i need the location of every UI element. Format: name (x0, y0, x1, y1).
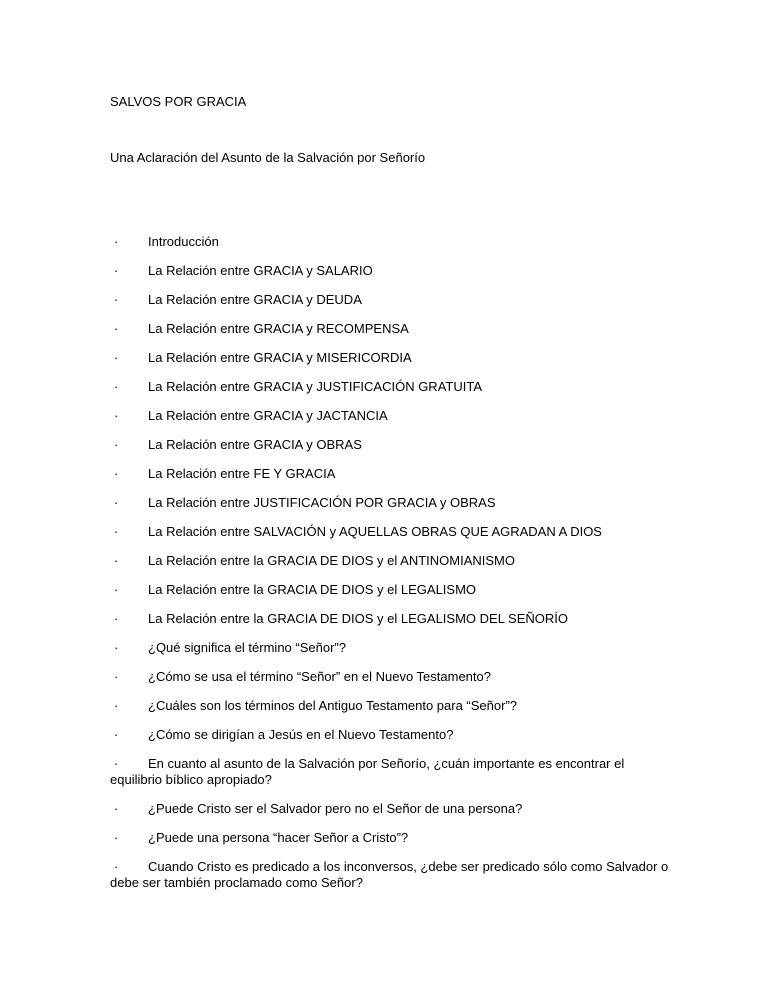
bullet-icon: · (114, 524, 119, 539)
toc-item-text: La Relación entre GRACIA y JACTANCIA (148, 408, 388, 423)
bullet-icon: · (114, 801, 119, 816)
toc-item (110, 640, 670, 656)
toc-item (110, 524, 670, 540)
toc-item (110, 669, 670, 685)
bullet-icon: · (114, 466, 119, 481)
toc-item-text: En cuanto al asunto de la Salvación por Señorío, ¿cuán importante es encontrar el equilibrio bíblico apropiado? (110, 756, 625, 787)
toc-item (110, 698, 670, 714)
toc-item-text: ¿Cómo se dirigían a Jesús en el Nuevo Testamento? (148, 727, 454, 742)
toc-item-text: La Relación entre GRACIA y RECOMPENSA (148, 321, 409, 336)
toc-item (110, 801, 670, 817)
toc-item-text: La Relación entre la GRACIA DE DIOS y el ANTINOMIANISMO (148, 553, 516, 568)
bullet-icon: · (114, 611, 119, 626)
toc-item-text: La Relación entre GRACIA y DEUDA (148, 292, 362, 307)
bullet-icon: · (114, 379, 119, 394)
toc-item (110, 350, 670, 366)
table-of-contents (110, 234, 670, 904)
toc-item (110, 495, 670, 511)
toc-item-text: La Relación entre JUSTIFICACIÓN POR GRACIA y OBRAS (148, 495, 496, 510)
toc-item (110, 321, 670, 337)
bullet-icon: · (114, 756, 119, 771)
toc-item (110, 756, 670, 788)
bullet-icon: · (114, 408, 119, 423)
toc-item-text: Introducción (148, 234, 219, 249)
toc-item (110, 830, 670, 846)
toc-item (110, 466, 670, 482)
toc-item (110, 859, 670, 891)
toc-item (110, 582, 670, 598)
document-subtitle: Una Aclaración del Asunto de la Salvación por Señorío (110, 150, 426, 165)
bullet-icon: · (114, 292, 119, 307)
bullet-icon: · (114, 321, 119, 336)
toc-item-text: ¿Puede una persona “hacer Señor a Cristo”? (148, 830, 409, 845)
toc-item-text: ¿Cuáles son los términos del Antiguo Testamento para “Señor”? (148, 698, 518, 713)
toc-item (110, 234, 670, 250)
bullet-icon: · (114, 582, 119, 597)
bullet-icon: · (114, 437, 119, 452)
toc-item (110, 727, 670, 743)
bullet-icon: · (114, 727, 119, 742)
toc-item-text: ¿Cómo se usa el término “Señor” en el Nuevo Testamento? (148, 669, 491, 684)
toc-item-text: La Relación entre GRACIA y OBRAS (148, 437, 362, 452)
toc-item (110, 263, 670, 279)
bullet-icon: · (114, 263, 119, 278)
toc-item-text: La Relación entre FE Y GRACIA (148, 466, 336, 481)
document-title: SALVOS POR GRACIA (110, 94, 247, 109)
bullet-icon: · (114, 830, 119, 845)
toc-item-text: ¿Puede Cristo ser el Salvador pero no el Señor de una persona? (148, 801, 523, 816)
toc-item (110, 408, 670, 424)
toc-item (110, 553, 670, 569)
bullet-icon: · (114, 234, 119, 249)
bullet-icon: · (114, 640, 119, 655)
toc-item-text: La Relación entre GRACIA y MISERICORDIA (148, 350, 412, 365)
toc-item (110, 379, 670, 395)
bullet-icon: · (114, 698, 119, 713)
toc-item-text: La Relación entre SALVACIÓN y AQUELLAS OBRAS QUE AGRADAN A DIOS (148, 524, 602, 539)
toc-item (110, 292, 670, 308)
toc-item (110, 611, 670, 627)
toc-item-text: La Relación entre la GRACIA DE DIOS y el LEGALISMO (148, 582, 477, 597)
bullet-icon: · (114, 553, 119, 568)
toc-item-text: La Relación entre GRACIA y SALARIO (148, 263, 373, 278)
bullet-icon: · (114, 669, 119, 684)
bullet-icon: · (114, 495, 119, 510)
bullet-icon: · (114, 350, 119, 365)
toc-item-text: Cuando Cristo es predicado a los inconversos, ¿debe ser predicado sólo como Salvador o debe ser también proclamado como Señor? (110, 859, 669, 890)
toc-item-text: La Relación entre la GRACIA DE DIOS y el LEGALISMO DEL SEÑORÍO (148, 611, 569, 626)
toc-item (110, 437, 670, 453)
bullet-icon: · (114, 859, 119, 874)
toc-item-text: La Relación entre GRACIA y JUSTIFICACIÓN GRATUITA (148, 379, 482, 394)
toc-item-text: ¿Qué significa el término “Señor”? (148, 640, 346, 655)
